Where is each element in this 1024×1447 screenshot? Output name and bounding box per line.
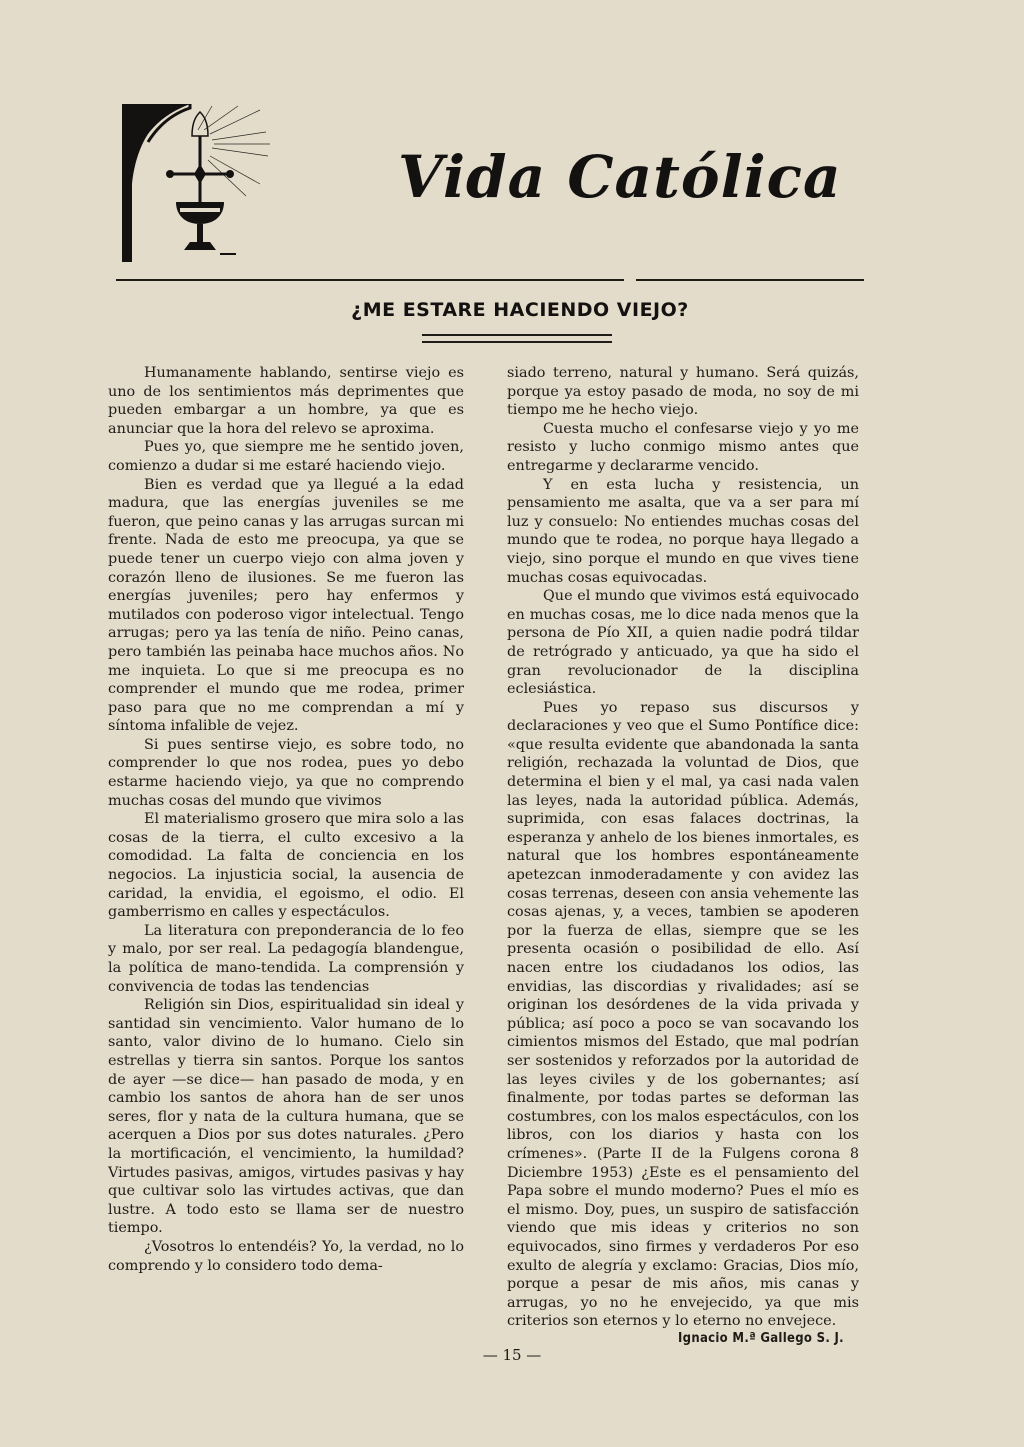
- section-title: Vida Católica: [398, 143, 842, 211]
- article-column-left: [108, 364, 464, 1275]
- paragraph: Pues yo repaso sus discursos y declaraciones y veo que el Sumo Pontífice dice: «que resulta evidente que abandonada la santa religión, rechazada la voluntad de Dios, que determina el bien y el mal, ya casi nada valen las leyes, nada la autoridad pública. Además, suprimida, con esas falaces doctrinas, la esperanza y anhelo de los bienes inmortales, es natural que los hombres espontáneamente apetezcan inmoderadamente y con avidez las cosas terrenas, deseen con ansia vehemente las cosas ajenas, y, a veces, tambien se apoderen por la fuerza de ellas, siempre que se les presenta ocasión o posibilidad de ello. Así nacen entre los ciudadanos los odios, las envidias, las discordias y rivalidades; así se originan los desórdenes de la vida privada y pública; así poco a poco se van socavando los cimientos mismos del Estado, que mal podrían ser sostenidos y reforzados por la autoridad de las leyes civiles y de los gobernantes; así finalmente, por todas partes se deforman las costumbres, con los malos espectáculos, con los libros, con los diarios y hasta con los crímenes». (Parte II de la Fulgens corona 8 Diciembre 1953) ¿Este es el pensamiento del Papa sobre el mundo moderno? Pues el mío es el mismo. Doy, pues, un suspiro de satisfacción viendo que mis ideas y criterios no son equivocados, sino firmes y verdaderos Por eso exulto de alegría y exclamo: Gracias, Dios mío, porque a pesar de mis años, mis canas y arrugas, yo no he envejecido, ya que mis criterios son eternos y lo eterno no envejece.: [507, 699, 859, 1330]
- paragraph: Y en esta lucha y resistencia, un pensamiento me asalta, que va a ser para mí luz y consuelo: No entiendes muchas cosas del mundo que te rodea, no porque haya llegado a viejo, sino porque el mundo en que vives tiene muchas cosas equivocadas.: [507, 476, 859, 586]
- author-signature: Ignacio M.ª Gallego S. J.: [678, 1331, 844, 1346]
- chalice-cross-icon: [120, 104, 270, 264]
- paragraph: Religión sin Dios, espiritualidad sin ideal y santidad sin vencimiento. Valor humano de lo santo, valor divino de lo humano. Cielo sin estrellas y tierra sin santos. Porque los santos de ayer —se dice— han pasado de moda, y en cambio los santos de ahora han de ser unos seres, flor y nata de la cultura humana, que se acerquen a Dios por sus dotes naturales. ¿Pero la mortificación, el vencimiento, la humildad? Virtudes pasivas, amigos, virtudes pasivas y hay que cultivar solo las virtudes activas, que dan lustre. A todo esto se llama ser de nuestro tiempo.: [108, 997, 464, 1237]
- header-divider: [116, 279, 864, 281]
- title-underline: [422, 334, 612, 343]
- paragraph: ¿Vosotros lo entendéis? Yo, la verdad, no lo comprendo y lo considero todo dema-: [108, 1238, 464, 1274]
- paragraph: Pues yo, que siempre me he sentido joven, comienzo a dudar si me estaré haciendo viejo.: [108, 439, 464, 474]
- paragraph: siado terreno, natural y humano. Será quizás, porque ya estoy pasado de moda, no soy de mi tiempo me he hecho viejo.: [507, 365, 859, 419]
- page-number: — 15 —: [482, 1346, 542, 1364]
- paragraph: Que el mundo que vivimos está equivocado en muchas cosas, me lo dice nada menos que la persona de Pío XII, a quien nadie podrá tildar de retrógrado y anticuado, ya que ha sido el gran revolucionador de la disciplina eclesiástica.: [507, 588, 859, 698]
- paragraph: Cuesta mucho el confesarse viejo y yo me resisto y lucho conmigo mismo antes que entregarme y declararme vencido.: [507, 420, 859, 474]
- paragraph: Si pues sentirse viejo, es sobre todo, no comprender lo que nos rodea, pues yo debo estarme haciendo viejo, ya que no comprendo muchas cosas del mundo que vivimos: [108, 736, 464, 809]
- article-column-right: [507, 364, 859, 1331]
- article-title: ¿ME ESTARE HACIENDO VIEJO?: [351, 299, 689, 321]
- paragraph: Bien es verdad que ya llegué a la edad madura, que las energías juveniles se me fueron, que peino canas y las arrugas surcan mi frente. Nada de esto me preocupa, ya que se puede tener un cuerpo viejo con alma joven y corazón lleno de ilusiones. Se me fueron las energías juveniles; pero hay enfermos y mutilados con poderoso vigor intelectual. Tengo arrugas; pero ya las tenía de niño. Peino canas, pero también las peinaba hace muchos años. No me inquieta. Lo que si me preocupa es no comprender el mundo que me rodea, primer paso para que no me comprendan a mí y síntoma infalible de vejez.: [108, 476, 464, 735]
- paragraph: Humanamente hablando, sentirse viejo es uno de los sentimientos más deprimentes que pueden embargar a un hombre, ya que es anunciar que la hora del relevo se aproxima.: [108, 365, 464, 437]
- paragraph: El materialismo grosero que mira solo a las cosas de la tierra, el culto excesivo a la comodidad. La falta de conciencia en los negocios. La injusticia social, la ausencia de caridad, la envidia, el egoismo, el odio. El gamberrismo en calles y espectáculos.: [108, 811, 464, 921]
- paragraph: La literatura con preponderancia de lo feo y malo, por ser real. La pedagogía blandengue, la política de mano-tendida. La comprensión y convivencia de todas las tendencias: [108, 922, 464, 995]
